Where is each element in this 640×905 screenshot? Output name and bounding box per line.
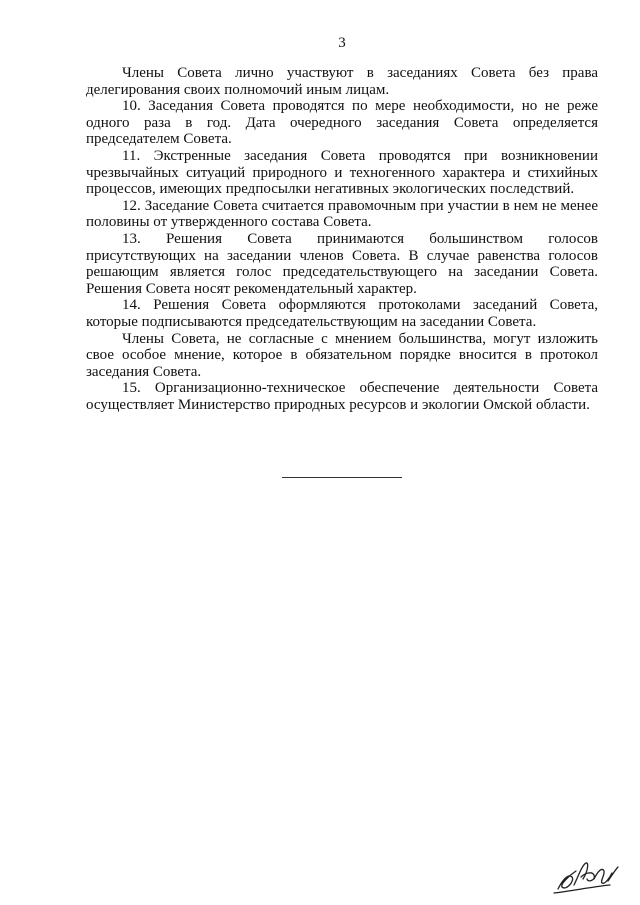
- paragraph-11: 11. Экстренные заседания Совета проводятся при возникновении чрезвычайных ситуаций природного и техногенного характера и стихийных процессов, имеющих предпосылки негативных экологических последствий.: [86, 147, 598, 198]
- paragraph-members-participation: Члены Совета лично участвуют в заседаниях Совета без права делегирования своих полномочий иным лицам.: [86, 65, 598, 98]
- paragraph-14: 14. Решения Совета оформляются протоколами заседаний Совета, которые подписываются председательствующим на заседании Совета.: [86, 297, 598, 330]
- signature-icon: [552, 855, 622, 897]
- end-of-text-divider: [282, 477, 402, 478]
- paragraph-15: 15. Организационно-техническое обеспечение деятельности Совета осуществляет Министерство природных ресурсов и экологии Омской области.: [86, 380, 598, 413]
- paragraph-10: 10. Заседания Совета проводятся по мере необходимости, но не реже одного раза в год. Дата очередного заседания Совета определяется председателем Совета.: [86, 98, 598, 148]
- document-body: [86, 65, 598, 413]
- paragraph-13: 13. Решения Совета принимаются большинством голосов присутствующих на заседании членов Совета. В случае равенства голосов решающим является голос председательствующего на заседании Совета. Решения Совета носят рекомендательный характер.: [86, 230, 598, 297]
- paragraph-dissenting-opinion: Члены Совета, не согласные с мнением большинства, могут изложить свое особое мнение, которое в обязательном порядке вносится в протокол заседания Совета.: [86, 330, 598, 380]
- page-number: 3: [338, 35, 346, 51]
- paragraph-12: 12. Заседание Совета считается правомочным при участии в нем не менее половины от утвержденного состава Совета.: [86, 197, 598, 231]
